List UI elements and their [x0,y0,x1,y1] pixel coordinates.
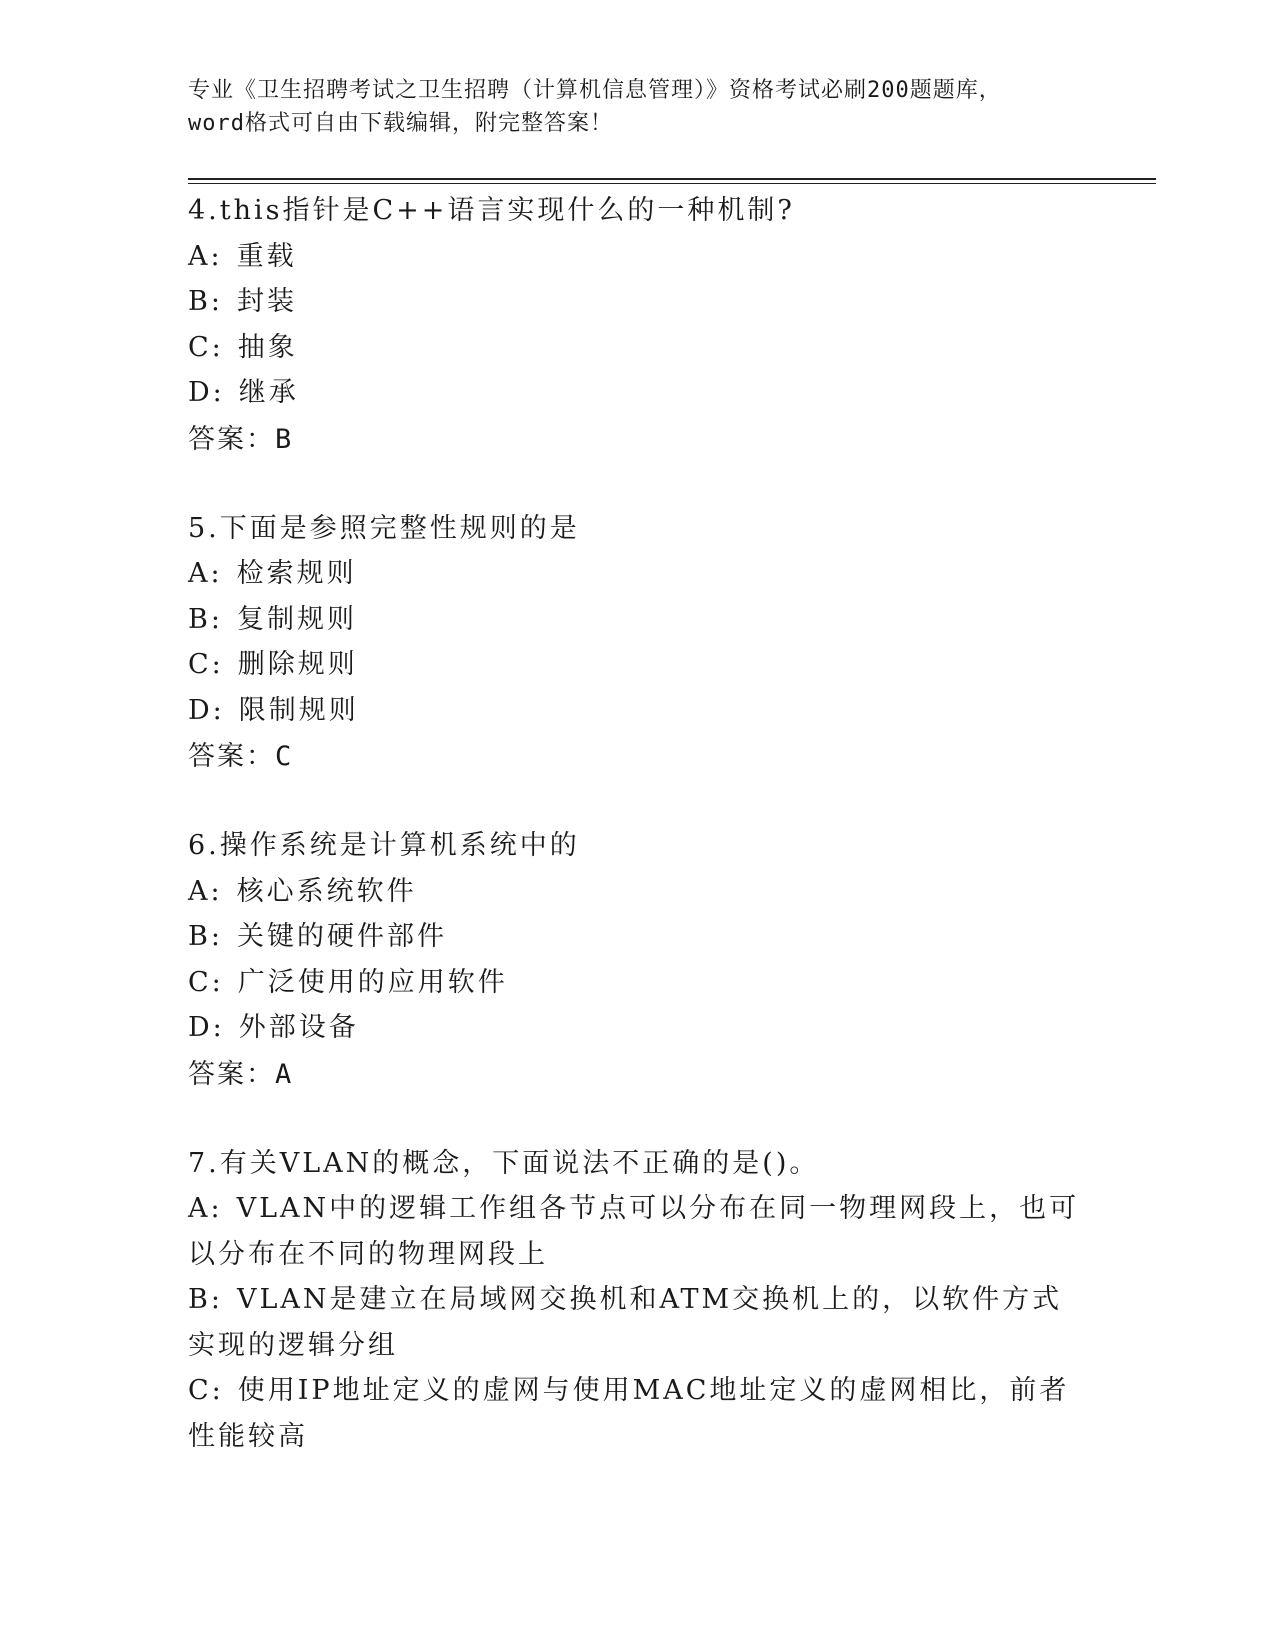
option-c [188,960,1088,1006]
option-label: C: [188,649,224,680]
option-label: A: [188,1193,223,1224]
option-text: 检索规则 [236,558,357,589]
option-d [188,688,1088,734]
answer-line: 答案：A [188,1058,294,1090]
option-label: C: [188,1375,224,1406]
option-a [188,551,1088,597]
option-b [188,914,1088,960]
option-b [188,597,1088,643]
option-label: B: [188,1284,223,1315]
option-text: 删除规则 [237,649,358,680]
question-5 [188,506,1088,782]
option-text: VLAN中的逻辑工作组各节点可以分布在同一物理网段上，也可以分布在不同的物理网段上 [188,1193,1080,1270]
option-a [188,1186,1088,1277]
option-text: VLAN是建立在局域网交换机和ATM交换机上的，以软件方式实现的逻辑分组 [188,1284,1063,1361]
option-label: B: [188,286,223,317]
question-stem: 6.操作系统是计算机系统中的 [188,830,580,861]
question-4 [188,188,1088,464]
option-b [188,279,1088,325]
option-label: C: [188,966,224,998]
option-c [188,642,1088,688]
option-text: 继承 [238,377,299,408]
header-divider-thin [188,183,1156,184]
question-stem: 5.下面是参照完整性规则的是 [188,512,580,544]
option-text: 限制规则 [238,694,359,726]
option-text: 使用IP地址定义的虚网与使用MAC地址定义的虚网相比，前者性能较高 [188,1375,1070,1452]
option-text: 外部设备 [238,1012,359,1043]
option-label: A: [188,240,223,272]
option-text: 广泛使用的应用软件 [237,966,508,998]
option-b [188,1277,1088,1368]
option-label: D: [188,694,225,726]
answer-line: 答案：C [188,741,294,772]
header-line-2: word格式可自由下载编辑，附完整答案！ [188,111,613,136]
option-d [188,370,1088,416]
option-d [188,1005,1088,1051]
option-text: 封装 [236,286,297,317]
option-a [188,869,1088,915]
question-stem: 7.有关VLAN的概念，下面说法不正确的是()。 [188,1147,820,1179]
option-text: 复制规则 [236,603,357,635]
option-label: B: [188,603,223,635]
option-text: 抽象 [237,331,298,363]
option-label: D: [188,377,225,408]
question-stem: 4.this指针是C++语言实现什么的一种机制? [188,195,795,226]
option-label: D: [188,1012,225,1043]
question-list [188,188,1088,1501]
option-text: 关键的硬件部件 [236,921,447,952]
option-label: A: [188,558,223,589]
option-label: B: [188,921,223,952]
document-header [188,74,1088,140]
header-line-1: 专业《卫生招聘考试之卫生招聘（计算机信息管理）》资格考试必刷200题题库， [188,78,1002,103]
option-label: A: [188,875,223,907]
option-text: 重载 [236,240,297,272]
option-text: 核心系统软件 [236,875,417,907]
header-divider-thick [188,178,1156,180]
option-label: C: [188,331,224,363]
question-7 [188,1141,1088,1460]
option-a [188,234,1088,280]
question-6 [188,823,1088,1099]
answer-line: 答案：B [188,423,294,455]
option-c [188,1368,1088,1459]
option-c [188,325,1088,371]
